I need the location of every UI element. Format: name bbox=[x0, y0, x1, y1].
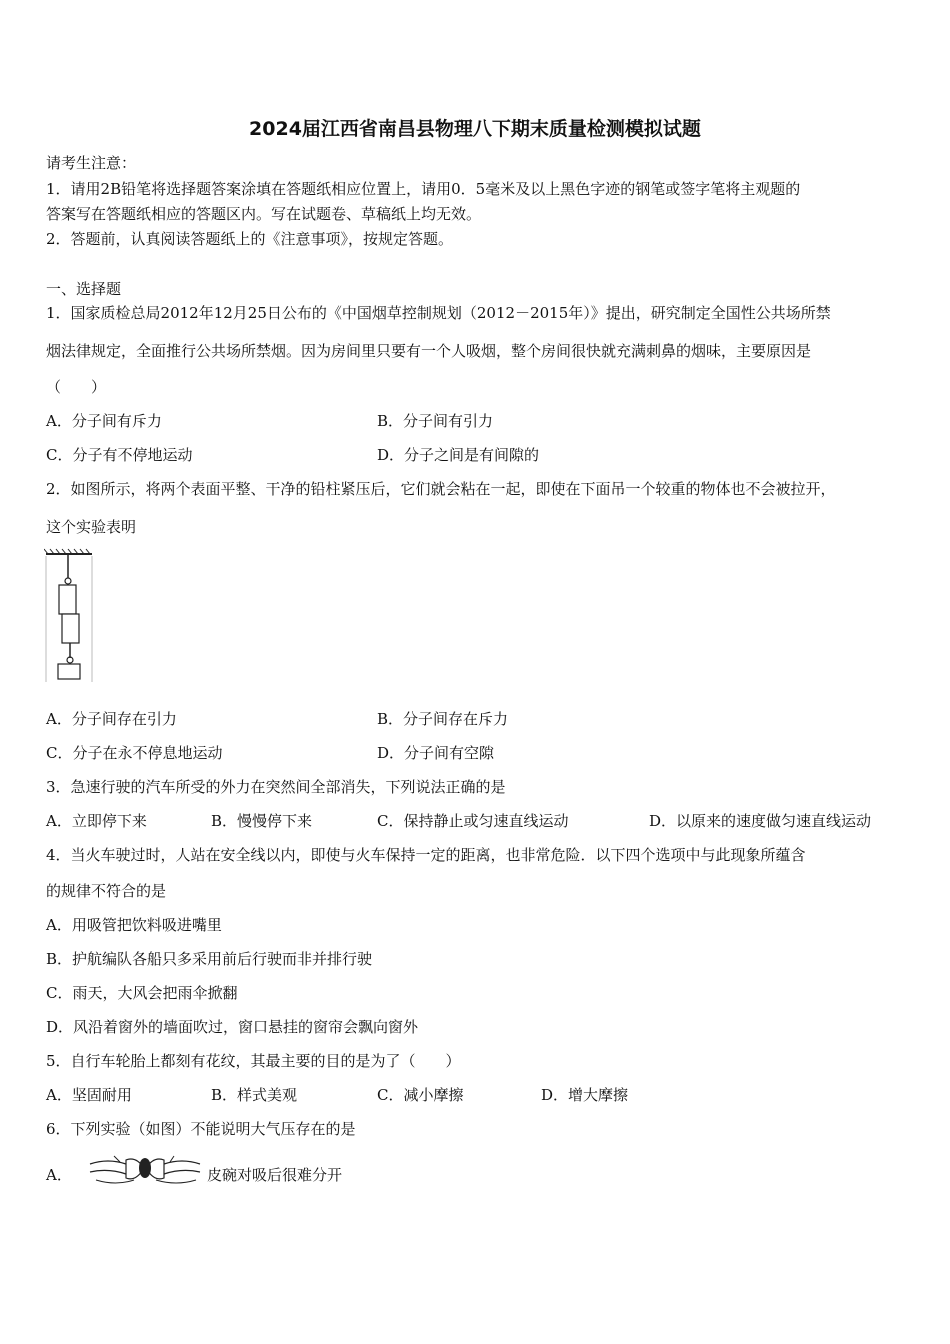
q5-option-d[interactable]: D．增大摩擦 bbox=[541, 1086, 629, 1104]
q1-stem-line-1: 1．国家质检总局2012年12月25日公布的《中国烟草控制规划（2012－2015年）》提出，研究制定全国性公共场所禁 bbox=[46, 304, 831, 322]
q5-option-c[interactable]: C．减小摩擦 bbox=[377, 1086, 464, 1104]
q4-option-b[interactable]: B．护航编队各船只多采用前后行驶而非并排行驶 bbox=[46, 950, 373, 968]
q5-stem: 5．自行车轮胎上都刻有花纹，其最主要的目的是为了（ ） bbox=[46, 1052, 461, 1070]
q2-option-d[interactable]: D．分子间有空隙 bbox=[377, 744, 495, 762]
q1-stem-line-3: （ ） bbox=[46, 378, 107, 396]
notice-line-1b: 答案写在答题纸相应的答题区内。写在试题卷、草稿纸上均无效。 bbox=[46, 205, 482, 223]
q3-option-d[interactable]: D．以原来的速度做匀速直线运动 bbox=[649, 812, 872, 830]
q2-option-c[interactable]: C．分子在永不停息地运动 bbox=[46, 744, 223, 762]
q4-stem-line-1: 4．当火车驶过时，人站在安全线以内，即使与火车保持一定的距离，也非常危险．以下四个选项中与此现象所蕴含 bbox=[46, 846, 806, 864]
q4-option-c[interactable]: C．雨天，大风会把雨伞掀翻 bbox=[46, 984, 238, 1002]
q3-option-b[interactable]: B．慢慢停下来 bbox=[211, 812, 313, 830]
q3-option-a[interactable]: A．立即停下来 bbox=[46, 812, 147, 830]
q5-option-a[interactable]: A．坚固耐用 bbox=[46, 1086, 132, 1104]
notice-line-1a: 1．请用2B铅笔将选择题答案涂填在答题纸相应位置上，请用0．5毫米及以上黑色字迹的钢笔或签字笔将主观题的 bbox=[46, 180, 801, 198]
q5-option-b[interactable]: B．样式美观 bbox=[211, 1086, 298, 1104]
q2-stem-line-1: 2．如图所示，将两个表面平整、干净的铅柱紧压后，它们就会粘在一起，即使在下面吊一个较重的物体也不会被拉开， bbox=[46, 480, 836, 498]
page-title: 2024届江西省南昌县物理八下期末质量检测模拟试题 bbox=[249, 118, 701, 140]
q2-stem-line-2: 这个实验表明 bbox=[46, 518, 137, 536]
q1-stem-line-2: 烟法律规定，全面推行公共场所禁烟。因为房间里只要有一个人吸烟，整个房间很快就充满刺鼻的烟味，主要原因是 bbox=[46, 342, 812, 360]
q4-stem-line-2: 的规律不符合的是 bbox=[46, 882, 167, 900]
q4-option-a[interactable]: A．用吸管把饮料吸进嘴里 bbox=[46, 916, 222, 934]
q6-stem: 6．下列实验（如图）不能说明大气压存在的是 bbox=[46, 1120, 356, 1138]
notice-heading: 请考生注意： bbox=[46, 154, 137, 172]
q1-option-a[interactable]: A．分子间有斥力 bbox=[46, 412, 162, 430]
q6-option-a-label[interactable]: A． bbox=[46, 1166, 72, 1184]
q6-option-a-text: 皮碗对吸后很难分开 bbox=[207, 1166, 343, 1184]
q3-stem: 3．急速行驶的汽车所受的外力在突然间全部消失，下列说法正确的是 bbox=[46, 778, 506, 796]
notice-line-2: 2．答题前，认真阅读答题纸上的《注意事项》，按规定答题。 bbox=[46, 230, 454, 248]
lead-cylinders-figure bbox=[44, 548, 94, 684]
q1-option-c[interactable]: C．分子有不停地运动 bbox=[46, 446, 193, 464]
section-heading: 一、选择题 bbox=[46, 280, 122, 298]
q4-option-d[interactable]: D．风沿着窗外的墙面吹过，窗口悬挂的窗帘会飘向窗外 bbox=[46, 1018, 419, 1036]
q2-option-a[interactable]: A．分子间存在引力 bbox=[46, 710, 177, 728]
q2-option-b[interactable]: B．分子间存在斥力 bbox=[377, 710, 509, 728]
q1-option-b[interactable]: B．分子间有引力 bbox=[377, 412, 494, 430]
q1-option-d[interactable]: D．分子之间是有间隙的 bbox=[377, 446, 540, 464]
suction-cups-figure bbox=[86, 1150, 204, 1188]
q3-option-c[interactable]: C．保持静止或匀速直线运动 bbox=[377, 812, 569, 830]
